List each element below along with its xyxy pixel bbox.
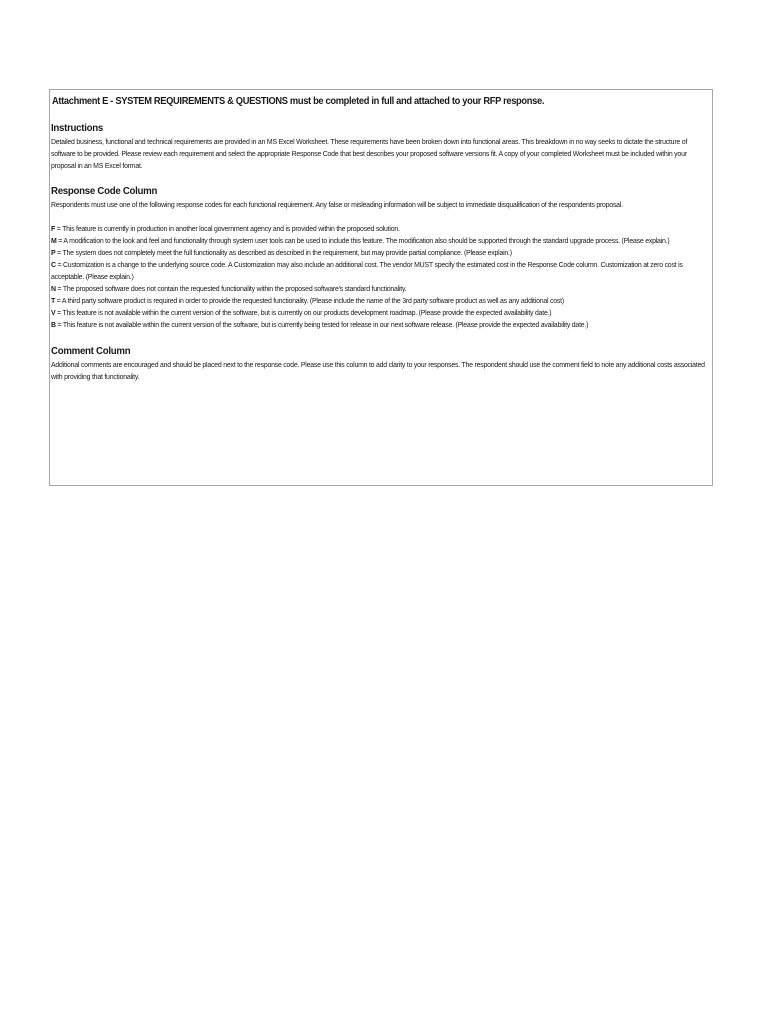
comment-text: Additional comments are encouraged and should be placed next to the response code. Please use this column to add clarity to your responses. The respondent should use the comment field to note any additional costs associated with providing that functionality. (51, 360, 705, 381)
instructions-heading: Instructions (51, 122, 103, 134)
code-description: = The proposed software does not contain the requested functionality within the proposed software's standard functionality. (55, 284, 407, 293)
code-description: = Customization is a change to the underlying source code. A Customization may also include an additional cost. The vendor MUST specify the estimated cost in the Response Code column. Customization at zero cost is acceptable. (Please explain.) (51, 260, 683, 281)
response-code-heading: Response Code Column (51, 185, 158, 197)
response-code-list (51, 223, 706, 331)
code-letter: V (51, 308, 56, 317)
response-code-item-c (51, 259, 706, 283)
worksheet-cell-block (49, 89, 713, 486)
code-letter: C (51, 260, 56, 269)
response-code-item-f (51, 223, 706, 235)
code-letter: M (51, 236, 57, 245)
response-code-item-v (51, 307, 706, 319)
code-letter: T (51, 296, 56, 305)
response-code-item-b (51, 319, 706, 331)
code-description: = The system does not completely meet the full functionality as described as described in the requirement, but may provide partial compliance. (Please explain.) (55, 248, 512, 257)
code-letter: N (51, 284, 56, 293)
response-code-item-n (51, 283, 706, 295)
response-code-item-t (51, 295, 706, 307)
instructions-text: Detailed business, functional and technical requirements are provided in an MS Excel Worksheet. These requirements have been broken down into functional areas. This breakdown in no way seeks to dictate the structure of software to be provided. Please review each requirement and select the appropriate Response Code that best describes your proposed software versions fit. A copy of your completed Worksheet must be included within your proposal in an MS Excel format. (51, 137, 688, 170)
code-letter: B (51, 320, 56, 329)
code-description: = A modification to the look and feel and functionality through system user tools can be used to include this feature. The modification also should be supported through the standard upgrade process. (Please explain.) (56, 236, 670, 245)
response-code-item-m (51, 235, 706, 247)
code-letter: P (51, 248, 56, 257)
response-code-item-p (51, 247, 706, 259)
response-code-text: Respondents must use one of the following response codes for each functional requirement. Any false or misleading information will be subject to immediate disqualification of the respondents proposal. (51, 200, 623, 209)
code-description: = This feature is not available within the current version of the software, but is currently being tested for release in our next software release. (Please provide the expected availability date.) (55, 320, 589, 329)
comment-heading: Comment Column (51, 345, 131, 357)
code-letter: F (51, 224, 56, 233)
document-title: Attachment E - SYSTEM REQUIREMENTS & QUESTIONS must be completed in full and attached to your RFP response. (52, 96, 545, 107)
code-description: = This feature is not available within the current version of the software, but is currently on our products development roadmap. (Please provide the expected availability date.) (55, 308, 552, 317)
code-description: = This feature is currently in production in another local government agency and is provided within the proposed solution. (55, 224, 400, 233)
code-description: = A third party software product is required in order to provide the requested functionality. (Please include the name of the 3rd party software product as well as any additional cost) (55, 296, 564, 305)
